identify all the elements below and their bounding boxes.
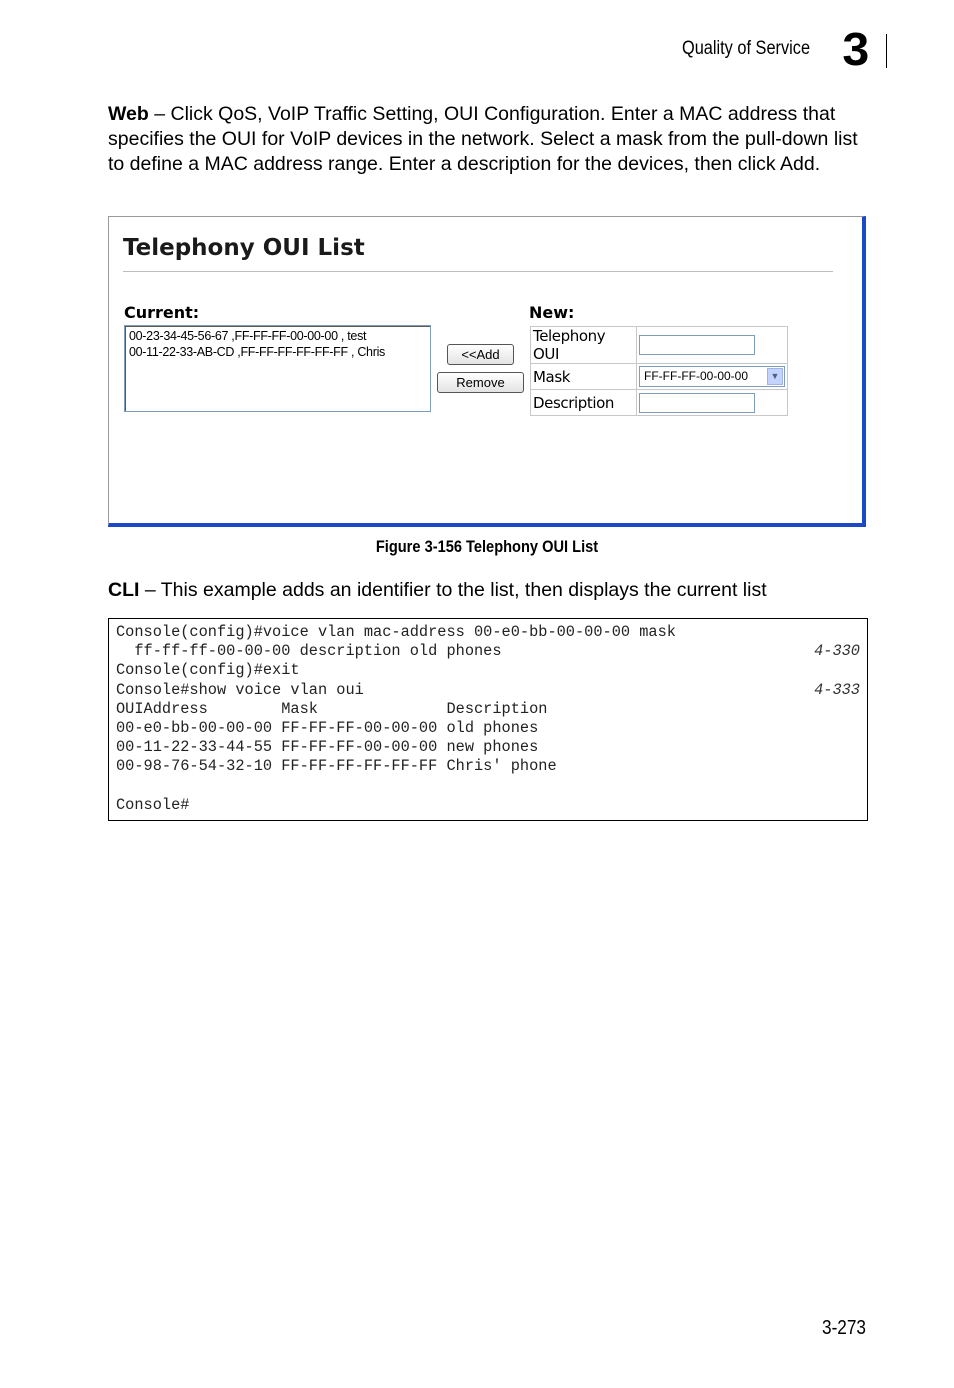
cli-lead: CLI [108, 579, 140, 601]
figure-caption: Figure 3-156 Telephony OUI List [375, 537, 599, 556]
code-line: Console(config)#exit [116, 661, 300, 680]
new-oui-form [530, 326, 788, 416]
code-line: 00-98-76-54-32-10 FF-FF-FF-FF-FF-FF Chris' phone [116, 757, 557, 776]
current-label: Current: [124, 303, 200, 322]
current-oui-listbox[interactable] [124, 325, 431, 412]
description-label: Description [531, 390, 637, 416]
list-item[interactable]: 00-11-22-33-AB-CD ,FF-FF-FF-FF-FF-FF , Chris [129, 345, 386, 359]
cli-text: – This example adds an identifier to the list, then displays the current list [139, 579, 767, 601]
list-item[interactable]: 00-23-34-45-56-67 ,FF-FF-FF-00-00-00 , test [129, 329, 367, 343]
section-title: Quality of Service [682, 38, 811, 59]
chapter-number: 3 [842, 23, 869, 75]
cli-code-block [108, 618, 868, 821]
web-instructions [108, 102, 878, 177]
code-line: Console#show voice vlan oui [116, 680, 364, 699]
code-page-reference: 4-333 [814, 680, 860, 699]
code-page-reference: 4-330 [814, 642, 860, 661]
page-number: 3-273 [822, 1317, 866, 1339]
remove-button[interactable]: Remove [437, 372, 524, 393]
web-lead: Web [108, 103, 149, 125]
code-line: OUIAddress Mask Description [116, 699, 548, 718]
telephony-oui-input[interactable] [639, 335, 755, 355]
code-line: Console(config)#voice vlan mac-address 00-e0-bb-00-00-00 mask [116, 623, 676, 641]
cli-instructions [108, 578, 878, 603]
code-line: Console# [116, 795, 190, 814]
mask-label: Mask [531, 364, 637, 390]
mask-select[interactable] [639, 366, 785, 387]
description-input[interactable] [639, 393, 755, 413]
telephony-oui-label: Telephony OUI [531, 327, 637, 364]
code-line: 00-11-22-33-44-55 FF-FF-FF-00-00-00 new phones [116, 738, 539, 757]
chevron-down-icon[interactable]: ▼ [767, 368, 783, 385]
panel-title: Telephony OUI List [123, 235, 365, 261]
web-text: – Click QoS, VoIP Traffic Setting, OUI Configuration. Enter a MAC address that specifies the OUI for VoIP devices in the network. Select a mask from the pull-down list to define a MAC address range. Enter a description for the devices, then click Add. [108, 103, 858, 175]
add-button[interactable]: <<Add [447, 344, 514, 365]
telephony-oui-screenshot [108, 216, 866, 527]
code-line: 00-e0-bb-00-00-00 FF-FF-FF-00-00-00 old phones [116, 719, 539, 737]
code-line: ff-ff-ff-00-00-00 description old phones [116, 642, 502, 661]
new-label: New: [529, 303, 575, 322]
mask-selected-value: FF-FF-FF-00-00-00 [644, 369, 749, 383]
title-divider [123, 271, 833, 272]
